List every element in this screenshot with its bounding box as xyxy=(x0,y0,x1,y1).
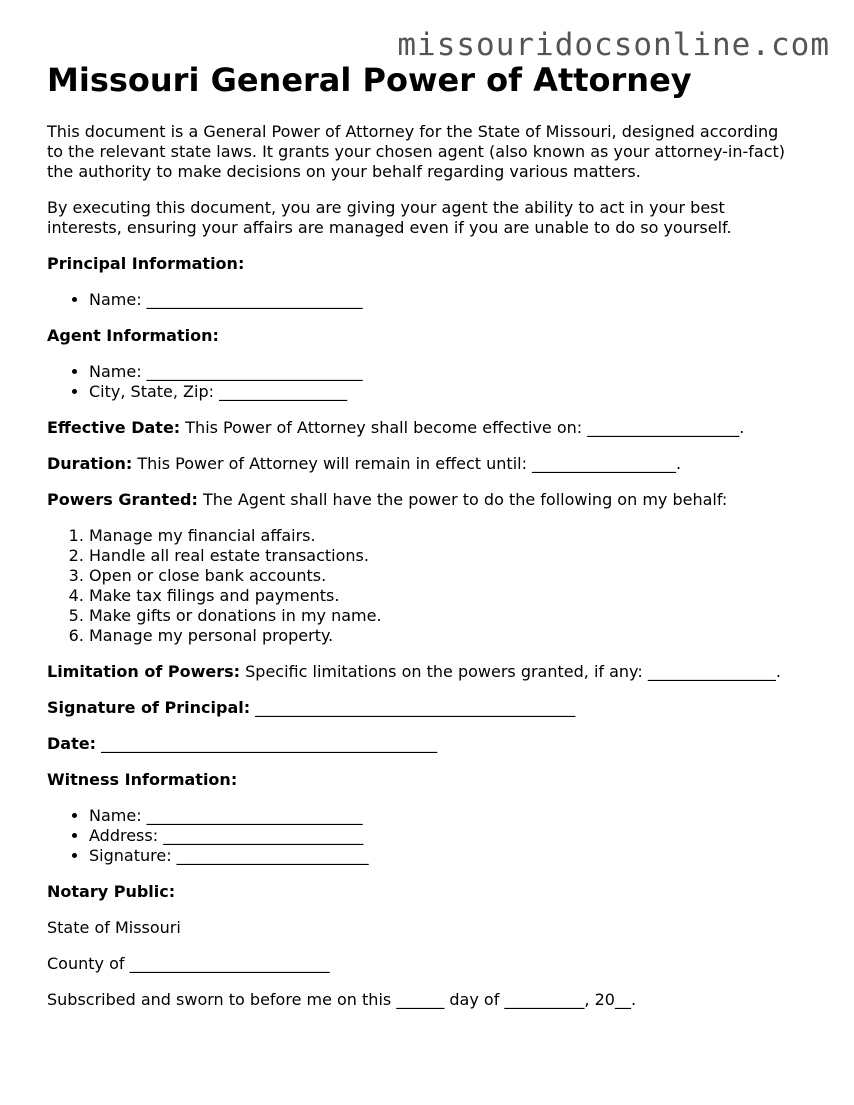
agent-list xyxy=(47,362,787,402)
power-item: 3. Open or close bank accounts. xyxy=(89,566,787,586)
duration-text: This Power of Attorney will remain in effect until: __________________. xyxy=(132,454,682,473)
effective-date-label: Effective Date: xyxy=(47,418,181,437)
date-line xyxy=(47,734,787,754)
witness-list xyxy=(47,806,787,866)
signature-blank: ________________________________________ xyxy=(250,698,576,717)
limitation-text: Specific limitations on the powers granted, if any: ________________. xyxy=(240,662,781,681)
intro-paragraph: By executing this document, you are giving your agent the ability to act in your best interests, ensuring your affairs are managed even if you are unable to do so yourself. xyxy=(47,198,732,237)
notary-county: County of _________________________ xyxy=(47,954,330,973)
powers-label: Powers Granted: xyxy=(47,490,198,509)
notary-subscribed: Subscribed and sworn to before me on this ______ day of __________, 20__. xyxy=(47,990,637,1009)
duration-label: Duration: xyxy=(47,454,133,473)
agent-city-state-zip-field: • City, State, Zip: ________________ xyxy=(89,382,787,402)
site-watermark: missouridocsonline.com xyxy=(397,27,830,63)
document-title: Missouri General Power of Attorney xyxy=(47,61,692,99)
intro-paragraph: This document is a General Power of Attorney for the State of Missouri, designed according to the relevant state laws. It grants your chosen agent (also known as your attorney-in-fact) the authority to make decisions on your behalf regarding various matters. xyxy=(47,122,786,181)
powers-text: The Agent shall have the power to do the following on my behalf: xyxy=(197,490,728,509)
power-item: 4. Make tax filings and payments. xyxy=(89,586,787,606)
witness-heading: Witness Information: xyxy=(47,770,238,789)
power-item: 6. Manage my personal property. xyxy=(89,626,787,646)
principal-list xyxy=(47,290,787,310)
limitation-clause xyxy=(47,662,787,682)
agent-name-field: • Name: ___________________________ xyxy=(89,362,787,382)
power-item: 5. Make gifts or donations in my name. xyxy=(89,606,787,626)
notary-heading: Notary Public: xyxy=(47,882,176,901)
date-label: Date: xyxy=(47,734,96,753)
witness-signature-field: • Signature: ________________________ xyxy=(89,846,787,866)
witness-name-field: • Name: ___________________________ xyxy=(89,806,787,826)
limitation-label: Limitation of Powers: xyxy=(47,662,241,681)
signature-label: Signature of Principal: xyxy=(47,698,251,717)
document-body xyxy=(47,60,787,1026)
agent-heading: Agent Information: xyxy=(47,326,219,345)
power-item: 1. Manage my financial affairs. xyxy=(89,526,787,546)
duration-clause xyxy=(47,454,787,474)
signature-line xyxy=(47,698,787,718)
principal-heading: Principal Information: xyxy=(47,254,245,273)
date-blank: __________________________________________ xyxy=(95,734,438,753)
powers-list xyxy=(47,526,787,646)
notary-state: State of Missouri xyxy=(47,918,181,937)
witness-address-field: • Address: _________________________ xyxy=(89,826,787,846)
powers-clause xyxy=(47,490,787,510)
power-item: 2. Handle all real estate transactions. xyxy=(89,546,787,566)
effective-date-text: This Power of Attorney shall become effective on: ___________________. xyxy=(180,418,745,437)
principal-name-field: • Name: ___________________________ xyxy=(89,290,787,310)
effective-date-clause xyxy=(47,418,787,438)
